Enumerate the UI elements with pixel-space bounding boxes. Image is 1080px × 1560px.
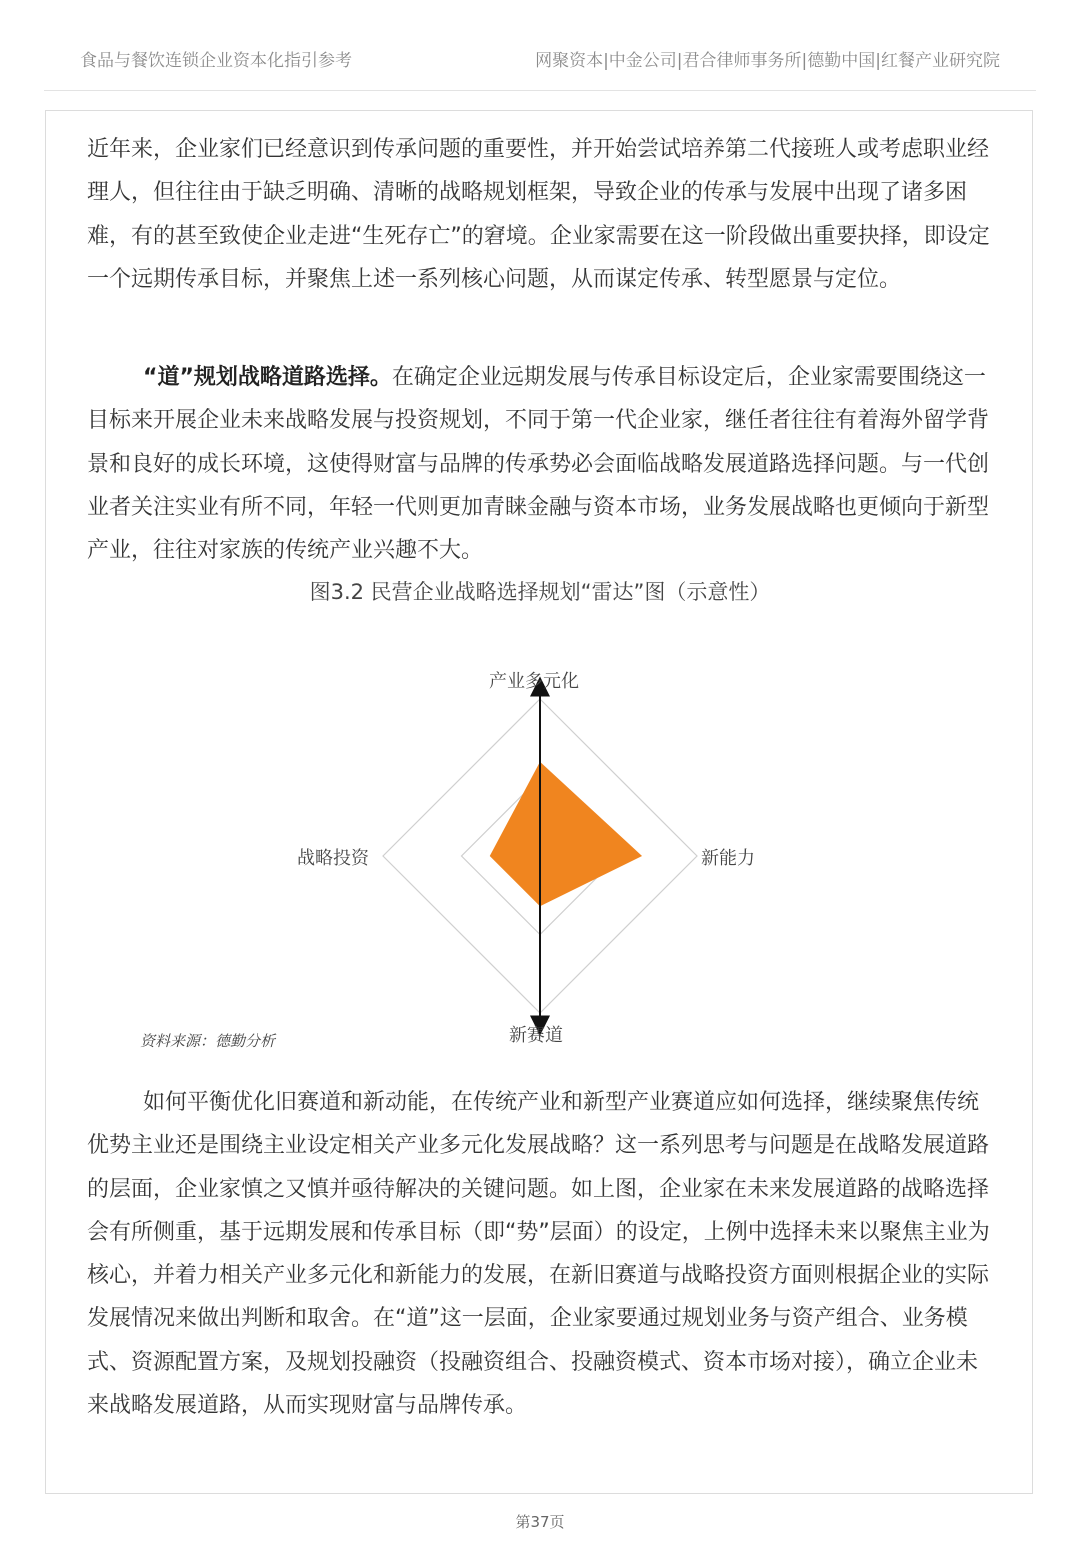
figure-title: 图3.2 民营企业战略选择规划“雷达”图（示意性） <box>309 580 771 604</box>
paragraph-lead-bold: “道”规划战略道路选择。 <box>143 365 392 390</box>
radar-chart <box>260 640 820 1060</box>
figure-source: 资料来源：德勤分析 <box>140 1032 276 1050</box>
paragraph-text: 近年来，企业家们已经意识到传承问题的重要性，并开始尝试培养第二代接班人或考虑职业经理人，但往往由于缺乏明确、清晰的战略规划框架，导致企业的传承与发展中出现了诸多困难，有的甚至致使企业走进“生死存亡”的窘境。企业家需要在这一阶段做出重要抉择，即设定一个远期传承目标，并聚焦上述一系列核心问题，从而谋定传承、转型愿景与定位。 <box>87 137 990 292</box>
axis-label-diversification: 产业多元化 <box>489 671 579 692</box>
paragraph-balance <box>87 1081 999 1427</box>
axis-label-new-track: 新赛道 <box>509 1025 563 1046</box>
axis-label-strategic-investment: 战略投资 <box>297 848 369 869</box>
paragraph-strategy-path <box>87 356 999 572</box>
page-header <box>80 46 1000 76</box>
radar-value-area <box>490 762 642 906</box>
page-number: 第37页 <box>515 1513 565 1531</box>
paragraph-text: 如何平衡优化旧赛道和新动能，在传统产业和新型产业赛道应如何选择，继续聚焦传统优势主业还是围绕主业设定相关产业多元化发展战略？这一系列思考与问题是在战略发展道路的层面，企业家慎之又慎并亟待解决的关键问题。如上图，企业家在未来发展道路的战略选择会有所侧重，基于远期发展和传承目标（即“势”层面）的设定，上例中选择未来以聚焦主业为核心，并着力相关产业多元化和新能力的发展，在新旧赛道与战略投资方面则根据企业的实际发展情况来做出判断和取舍。在“道”这一层面，企业家要通过规划业务与资产组合、业务模式、资源配置方案，及规划投融资（投融资组合、投融资模式、资本市场对接），确立企业未来战略发展道路，从而实现财富与品牌传承。 <box>87 1090 990 1419</box>
header-publishers: 网聚资本|中金公司|君合律师事务所|德勤中国|红餐产业研究院 <box>535 51 1000 71</box>
paragraph-text: 在确定企业远期发展与传承目标设定后，企业家需要围绕这一目标来开展企业未来战略发展与投资规划，不同于第一代企业家，继任者往往有着海外留学背景和良好的成长环境，这使得财富与品牌的传承势必会面临战略发展道路选择问题。与一代创业者关注实业有所不同，年轻一代则更加青睐金融与资本市场，业务发展战略也更倾向于新型产业，往往对家族的传统产业兴趣不大。 <box>87 365 990 564</box>
paragraph-succession <box>87 128 999 301</box>
axis-label-new-capability: 新能力 <box>701 848 755 869</box>
header-divider <box>44 90 1036 91</box>
header-document-title: 食品与餐饮连锁企业资本化指引参考 <box>80 51 352 71</box>
